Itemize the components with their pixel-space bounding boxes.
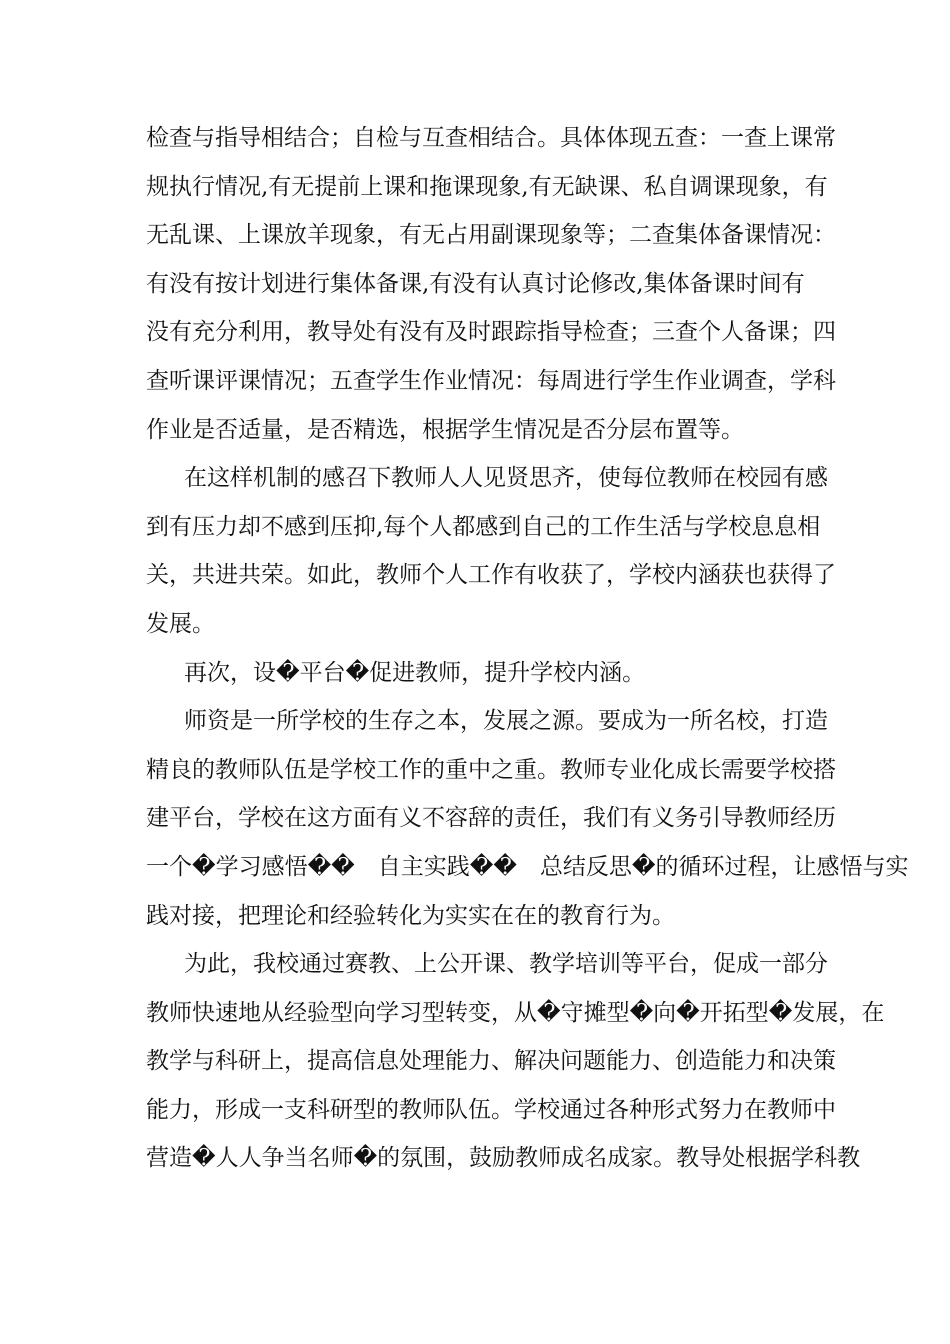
text-line: 发展。 bbox=[146, 610, 215, 637]
text-line: 能力，形成一支科研型的教师队伍。学校通过各种形式努力在教师中 bbox=[146, 1096, 836, 1123]
text-line: 营造�人人争当名师�的氛围，鼓励教师成名成家。教导处根据学科教 bbox=[146, 1145, 861, 1172]
text-line: 践对接，把理论和经验转化为实实在在的教育行为。 bbox=[146, 902, 675, 929]
text-line: 查听课评课情况；五查学生作业情况：每周进行学生作业调查，学科 bbox=[146, 367, 836, 394]
text-line: 教学与科研上，提高信息处理能力、解决问题能力、创造能力和决策 bbox=[146, 1048, 836, 1075]
text-line: 再次，设�平台�促进教师，提升学校内涵。 bbox=[184, 659, 646, 686]
text-line: 作业是否适量，是否精选，根据学生情况是否分层布置等。 bbox=[146, 416, 744, 443]
text-line: 教师快速地从经验型向学习型转变，从�守摊型�向�开拓型�发展，在 bbox=[146, 999, 885, 1026]
text-line: 一个�学习感悟�� 自主实践�� 总结反思�的循环过程，让感悟与实 bbox=[146, 853, 909, 880]
text-line: 到有压力却不感到压抑,每个人都感到自己的工作生活与学校息息相 bbox=[146, 513, 821, 540]
text-line: 建平台，学校在这方面有义不容辞的责任，我们有义务引导教师经历 bbox=[146, 805, 836, 832]
text-line: 有没有按计划进行集体备课,有没有认真讨论修改,集体备课时间有 bbox=[146, 270, 805, 297]
text-line: 没有充分利用，教导处有没有及时跟踪指导检查；三查个人备课；四 bbox=[146, 319, 836, 346]
text-line: 精良的教师队伍是学校工作的重中之重。教师专业化成长需要学校搭 bbox=[146, 756, 836, 783]
text-line: 规执行情况,有无提前上课和拖课现象,有无缺课、私自调课现象，有 bbox=[146, 173, 828, 200]
text-line: 检查与指导相结合；自检与互查相结合。具体体现五查：一查上课常 bbox=[146, 125, 836, 151]
text-line: 无乱课、上课放羊现象，有无占用副课现象等；二查集体备课情况： bbox=[146, 222, 836, 249]
text-line: 在这样机制的感召下教师人人见贤思齐，使每位教师在校园有感 bbox=[184, 465, 828, 492]
document-body bbox=[146, 114, 909, 1183]
text-line: 师资是一所学校的生存之本，发展之源。要成为一所名校，打造 bbox=[184, 708, 828, 735]
text-line: 关，共进共荣。如此，教师个人工作有收获了，学校内涵获也获得了 bbox=[146, 562, 836, 589]
text-line: 为此，我校通过赛教、上公开课、教学培训等平台，促成一部分 bbox=[184, 951, 828, 978]
